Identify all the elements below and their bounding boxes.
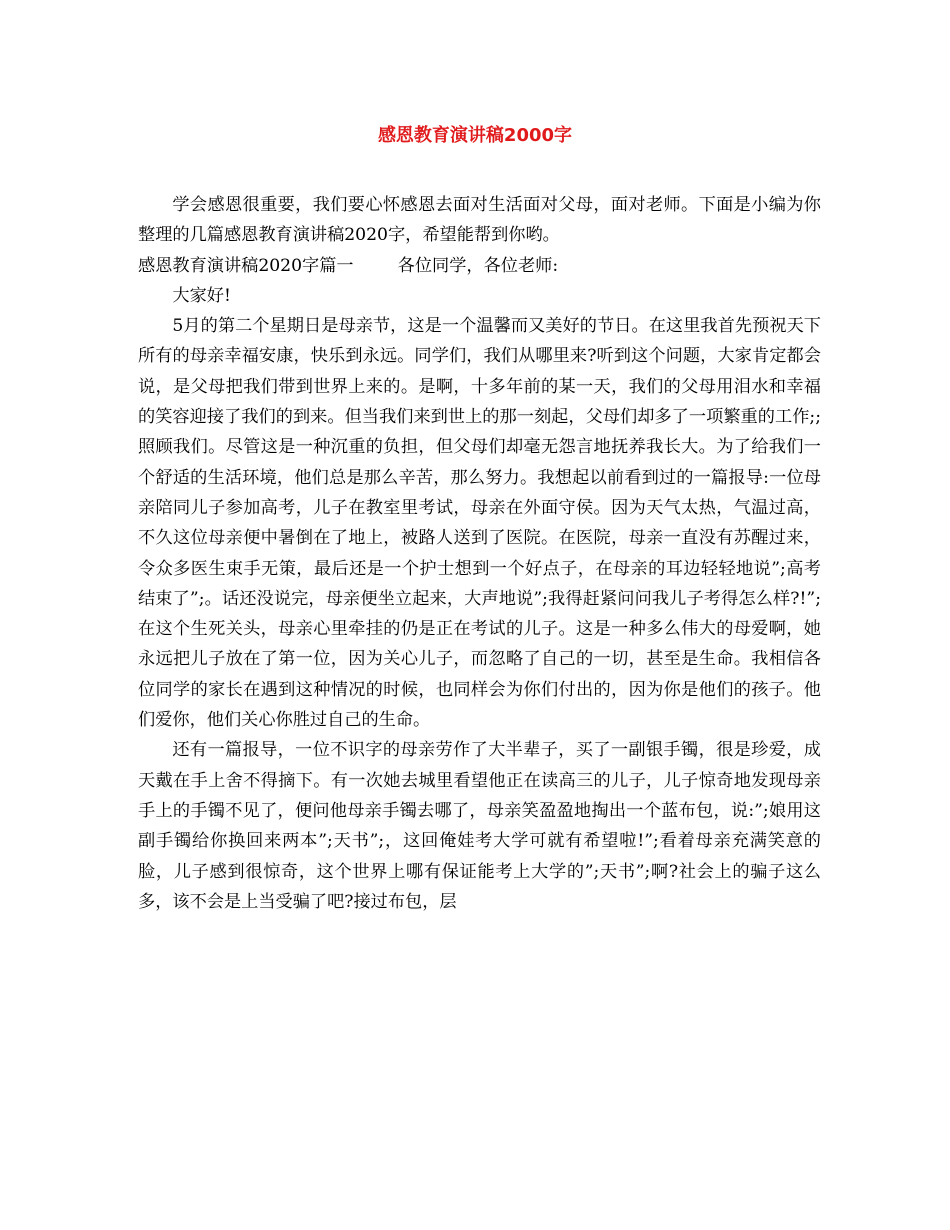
salutation: 各位同学，各位老师: [397, 255, 559, 276]
intro-paragraph: 学会感恩很重要，我们要心怀感恩去面对生活面对父母，面对老师。下面是小编为你整理的几篇感恩教育演讲稿2020字，希望能帮到你哟。 [138, 195, 821, 246]
document-title: 感恩教育演讲稿2000字 [377, 125, 573, 146]
greeting: 大家好! [172, 285, 231, 306]
document-body [138, 190, 821, 917]
section-heading-line [138, 251, 821, 281]
body-paragraph-2: 还有一篇报导，一位不识字的母亲劳作了大半辈子，买了一副银手镯，很是珍爱，成天戴在手上舍不得摘下。有一次她去城里看望他正在读高三的儿子，儿子惊奇地发现母亲手上的手镯不见了，便问他母亲手镯去哪了，母亲笑盈盈地掏出一个蓝布包，说:”;娘用这副手镯给你换回来两本”;天书”;，这回俺娃考大学可就有希望啦!”;看着母亲充满笑意的脸，儿子感到很惊奇，这个世界上哪有保证能考上大学的”;天书”;啊?社会上的骗子这么多，该不会是上当受骗了吧?接过布包，层 [138, 740, 821, 912]
body-paragraph-1: 5月的第二个星期日是母亲节，这是一个温馨而又美好的节日。在这里我首先预祝天下所有的母亲幸福安康，快乐到永远。同学们，我们从哪里来?听到这个问题，大家肯定都会说，是父母把我们带到世界上来的。是啊，十多年前的某一天，我们的父母用泪水和幸福的笑容迎接了我们的到来。但当我们来到世上的那一刻起，父母们却多了一项繁重的工作;;照顾我们。尽管这是一种沉重的负担，但父母们却毫无怨言地抚养我长大。为了给我们一个舒适的生活环境，他们总是那么辛苦，那么努力。我想起以前看到过的一篇报导:一位母亲陪同儿子参加高考，儿子在教室里考试，母亲在外面守侯。因为天气太热，气温过高，不久这位母亲便中暑倒在了地上，被路人送到了医院。在医院，母亲一直没有苏醒过来，令众多医生束手无策，最后还是一个护士想到一个好点子，在母亲的耳边轻轻地说”;高考结束了”;。话还没说完，母亲便坐立起来，大声地说”;我得赶紧问问我儿子考得怎么样?!”;在这个生死关头，母亲心里牵挂的仍是正在考试的儿子。这是一种多么伟大的母爱啊，她永远把儿子放在了第一位，因为关心儿子，而忽略了自己的一切，甚至是生命。我相信各位同学的家长在遇到这种情况的时候，也同样会为你们付出的，因为你是他们的孩子。他们爱你，他们关心你胜过自己的生命。 [138, 316, 821, 731]
section-heading: 感恩教育演讲稿2020字篇一 [138, 255, 354, 276]
